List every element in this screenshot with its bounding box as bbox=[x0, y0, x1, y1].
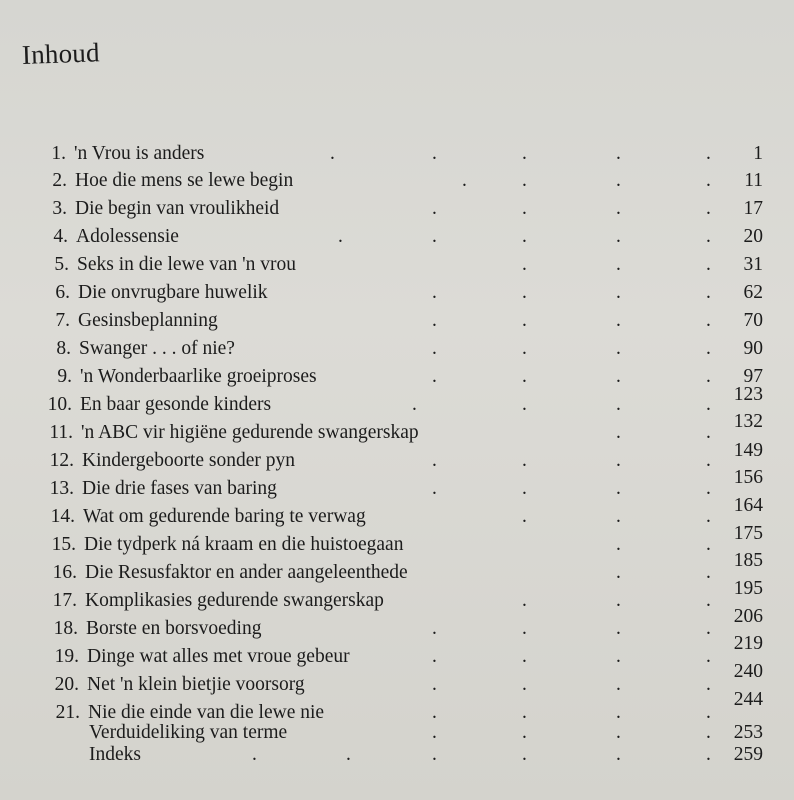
leader-dot: . bbox=[706, 282, 711, 303]
page-number: 185 bbox=[733, 550, 763, 571]
chapter-number: 17. bbox=[52, 590, 77, 611]
leader-dot: . bbox=[412, 394, 417, 415]
leader-dot: . bbox=[706, 506, 711, 527]
leader-dot: . bbox=[706, 198, 711, 219]
leader-dot: . bbox=[432, 744, 437, 765]
chapter-number: 1. bbox=[51, 143, 66, 164]
leader-dot: . bbox=[706, 674, 711, 695]
toc-entry bbox=[0, 143, 794, 171]
leader-dot: . bbox=[706, 722, 711, 743]
leader-dot: . bbox=[522, 506, 527, 527]
chapter-title: Kindergeboorte sonder pyn bbox=[82, 450, 296, 471]
leader-dot: . bbox=[616, 282, 621, 303]
leader-dot: . bbox=[338, 226, 343, 247]
leader-dot: . bbox=[616, 254, 621, 275]
leader-dot: . bbox=[462, 170, 467, 191]
chapter-number: 3. bbox=[52, 198, 67, 219]
leader-dot: . bbox=[706, 618, 711, 639]
leader-dot: . bbox=[432, 310, 437, 331]
leader-dot: . bbox=[252, 744, 257, 765]
leader-dot: . bbox=[522, 394, 527, 415]
leader-dot: . bbox=[432, 366, 437, 387]
chapter-title: 'n Wonderbaarlike groeiproses bbox=[80, 366, 317, 387]
leader-dot: . bbox=[522, 618, 527, 639]
leader-dot: . bbox=[616, 170, 621, 191]
page-number: 240 bbox=[733, 661, 763, 682]
leader-dot: . bbox=[522, 646, 527, 667]
page-number: 62 bbox=[743, 282, 763, 303]
leader-dot: . bbox=[432, 143, 437, 164]
leader-dot: . bbox=[706, 143, 711, 164]
leader-dot: . bbox=[522, 702, 527, 723]
toc-entry bbox=[0, 384, 794, 422]
toc-entry bbox=[0, 523, 794, 562]
leader-dot: . bbox=[616, 338, 621, 359]
leader-dot: . bbox=[432, 198, 437, 219]
chapter-number: 15. bbox=[51, 534, 76, 555]
chapter-title: Gesinsbeplanning bbox=[78, 310, 218, 331]
leader-dot: . bbox=[432, 722, 437, 743]
leader-dot: . bbox=[616, 674, 621, 695]
chapter-title: Swanger . . . of nie? bbox=[79, 338, 235, 359]
leader-dot: . bbox=[616, 198, 621, 219]
leader-dot: . bbox=[706, 226, 711, 247]
chapter-title: Dinge wat alles met vroue gebeur bbox=[87, 646, 350, 667]
leader-dot: . bbox=[616, 744, 621, 765]
leader-dot: . bbox=[616, 722, 621, 743]
leader-dot: . bbox=[432, 674, 437, 695]
chapter-number: 20. bbox=[54, 674, 79, 695]
leader-dot: . bbox=[616, 366, 621, 387]
leader-dot: . bbox=[706, 422, 711, 443]
leader-dot: . bbox=[522, 310, 527, 331]
toc-entry bbox=[0, 633, 794, 674]
page-number: 97 bbox=[743, 366, 763, 387]
leader-dot: . bbox=[432, 478, 437, 499]
leader-dot: . bbox=[706, 366, 711, 387]
chapter-title: Komplikasies gedurende swangerskap bbox=[85, 590, 384, 611]
chapter-title: Hoe die mens se lewe begin bbox=[75, 170, 294, 191]
page-number: 1 bbox=[753, 143, 763, 164]
leader-dot: . bbox=[616, 394, 621, 415]
chapter-title: 'n Vrou is anders bbox=[74, 143, 205, 164]
page-number: 123 bbox=[733, 384, 763, 405]
chapter-number: 13. bbox=[49, 478, 74, 499]
page-number: 175 bbox=[733, 523, 763, 544]
chapter-number: 9. bbox=[57, 366, 72, 387]
leader-dot: . bbox=[706, 338, 711, 359]
page-number: 20 bbox=[743, 226, 763, 247]
toc-entry bbox=[0, 411, 794, 450]
toc-entry bbox=[0, 366, 794, 394]
leader-dot: . bbox=[616, 478, 621, 499]
chapter-title: Die tydperk ná kraam en die huistoegaan bbox=[84, 534, 404, 555]
toc-entry bbox=[0, 440, 794, 478]
leader-dot: . bbox=[616, 450, 621, 471]
toc-entry bbox=[0, 467, 794, 506]
leader-dot: . bbox=[522, 478, 527, 499]
chapter-title: Indeks bbox=[89, 744, 141, 765]
page-number: 206 bbox=[733, 606, 763, 627]
chapter-number: 2. bbox=[52, 170, 67, 191]
page-number: 219 bbox=[733, 633, 763, 654]
leader-dot: . bbox=[522, 744, 527, 765]
chapter-title: Nie die einde van die lewe nie bbox=[88, 702, 325, 723]
leader-dot: . bbox=[346, 744, 351, 765]
chapter-number: 21. bbox=[55, 702, 80, 723]
leader-dot: . bbox=[706, 170, 711, 191]
chapter-number: 18. bbox=[53, 618, 78, 639]
chapter-number: 14. bbox=[50, 506, 75, 527]
chapter-number: 16. bbox=[52, 562, 77, 583]
leader-dot: . bbox=[616, 590, 621, 611]
chapter-title: Adolessensie bbox=[76, 226, 179, 247]
leader-dot: . bbox=[432, 702, 437, 723]
leader-dot: . bbox=[706, 534, 711, 555]
leader-dot: . bbox=[616, 226, 621, 247]
leader-dot: . bbox=[522, 170, 527, 191]
toc-entry bbox=[0, 578, 794, 618]
toc-entry bbox=[0, 254, 794, 282]
leader-dot: . bbox=[706, 590, 711, 611]
toc-entry bbox=[0, 606, 794, 646]
chapter-title: Die begin van vroulikheid bbox=[75, 198, 280, 219]
leader-dot: . bbox=[706, 744, 711, 765]
leader-dot: . bbox=[706, 394, 711, 415]
page-number: 253 bbox=[733, 722, 763, 743]
page-number: 156 bbox=[733, 467, 763, 488]
leader-dot: . bbox=[432, 646, 437, 667]
page-number: 31 bbox=[743, 254, 763, 275]
toc-entry bbox=[0, 495, 794, 534]
chapter-number: 7. bbox=[55, 310, 70, 331]
leader-dot: . bbox=[616, 310, 621, 331]
chapter-number: 12. bbox=[49, 450, 74, 471]
page-number: 259 bbox=[733, 744, 763, 765]
toc-entry bbox=[0, 282, 794, 310]
leader-dot: . bbox=[432, 226, 437, 247]
chapter-title: Die Resusfaktor en ander aangeleenthede bbox=[85, 562, 408, 583]
leader-dot: . bbox=[432, 618, 437, 639]
toc-entry bbox=[0, 170, 794, 198]
leader-dot: . bbox=[616, 646, 621, 667]
leader-dot: . bbox=[522, 282, 527, 303]
leader-dot: . bbox=[432, 450, 437, 471]
page-number: 244 bbox=[733, 689, 763, 710]
chapter-number: 4. bbox=[53, 226, 68, 247]
chapter-number: 6. bbox=[55, 282, 70, 303]
leader-dot: . bbox=[522, 590, 527, 611]
chapter-number: 11. bbox=[49, 422, 73, 443]
page-number: 17 bbox=[743, 198, 763, 219]
leader-dot: . bbox=[330, 143, 335, 164]
toc-entry bbox=[0, 226, 794, 254]
toc-entry bbox=[0, 198, 794, 226]
toc-entry bbox=[0, 338, 794, 366]
leader-dot: . bbox=[706, 478, 711, 499]
leader-dot: . bbox=[616, 562, 621, 583]
toc-entry bbox=[0, 310, 794, 338]
chapter-number: 19. bbox=[54, 646, 79, 667]
chapter-title: Net 'n klein bietjie voorsorg bbox=[87, 674, 305, 695]
leader-dot: . bbox=[616, 422, 621, 443]
leader-dot: . bbox=[616, 143, 621, 164]
chapter-number: 10. bbox=[47, 394, 72, 415]
leader-dot: . bbox=[706, 702, 711, 723]
page-number: 11 bbox=[744, 170, 763, 191]
chapter-title: 'n ABC vir higiëne gedurende swangerskap bbox=[81, 422, 419, 443]
leader-dot: . bbox=[522, 143, 527, 164]
leader-dot: . bbox=[522, 226, 527, 247]
leader-dot: . bbox=[522, 722, 527, 743]
chapter-title: Die drie fases van baring bbox=[82, 478, 277, 499]
chapter-number: 5. bbox=[54, 254, 69, 275]
leader-dot: . bbox=[706, 310, 711, 331]
chapter-number: 8. bbox=[56, 338, 71, 359]
page-title: Inhoud bbox=[21, 37, 101, 70]
chapter-title: Die onvrugbare huwelik bbox=[78, 282, 268, 303]
page-number: 149 bbox=[733, 440, 763, 461]
leader-dot: . bbox=[706, 254, 711, 275]
leader-dot: . bbox=[522, 254, 527, 275]
toc-entry bbox=[0, 744, 794, 772]
page-number: 132 bbox=[733, 411, 763, 432]
page-number: 195 bbox=[733, 578, 763, 599]
leader-dot: . bbox=[432, 282, 437, 303]
leader-dot: . bbox=[522, 366, 527, 387]
chapter-title: En baar gesonde kinders bbox=[80, 394, 272, 415]
leader-dot: . bbox=[706, 562, 711, 583]
leader-dot: . bbox=[616, 618, 621, 639]
leader-dot: . bbox=[522, 198, 527, 219]
chapter-title: Verduideliking van terme bbox=[89, 722, 288, 743]
leader-dot: . bbox=[706, 450, 711, 471]
toc-entry bbox=[0, 550, 794, 590]
page-number: 70 bbox=[743, 310, 763, 331]
page-number: 164 bbox=[733, 495, 763, 516]
leader-dot: . bbox=[616, 702, 621, 723]
chapter-title: Wat om gedurende baring te verwag bbox=[83, 506, 366, 527]
leader-dot: . bbox=[522, 674, 527, 695]
leader-dot: . bbox=[522, 338, 527, 359]
chapter-title: Borste en borsvoeding bbox=[86, 618, 262, 639]
page-number: 90 bbox=[743, 338, 763, 359]
leader-dot: . bbox=[706, 646, 711, 667]
leader-dot: . bbox=[432, 338, 437, 359]
chapter-title: Seks in die lewe van 'n vrou bbox=[77, 254, 297, 275]
leader-dot: . bbox=[616, 534, 621, 555]
leader-dot: . bbox=[616, 506, 621, 527]
toc-entry bbox=[0, 661, 794, 702]
leader-dot: . bbox=[522, 450, 527, 471]
